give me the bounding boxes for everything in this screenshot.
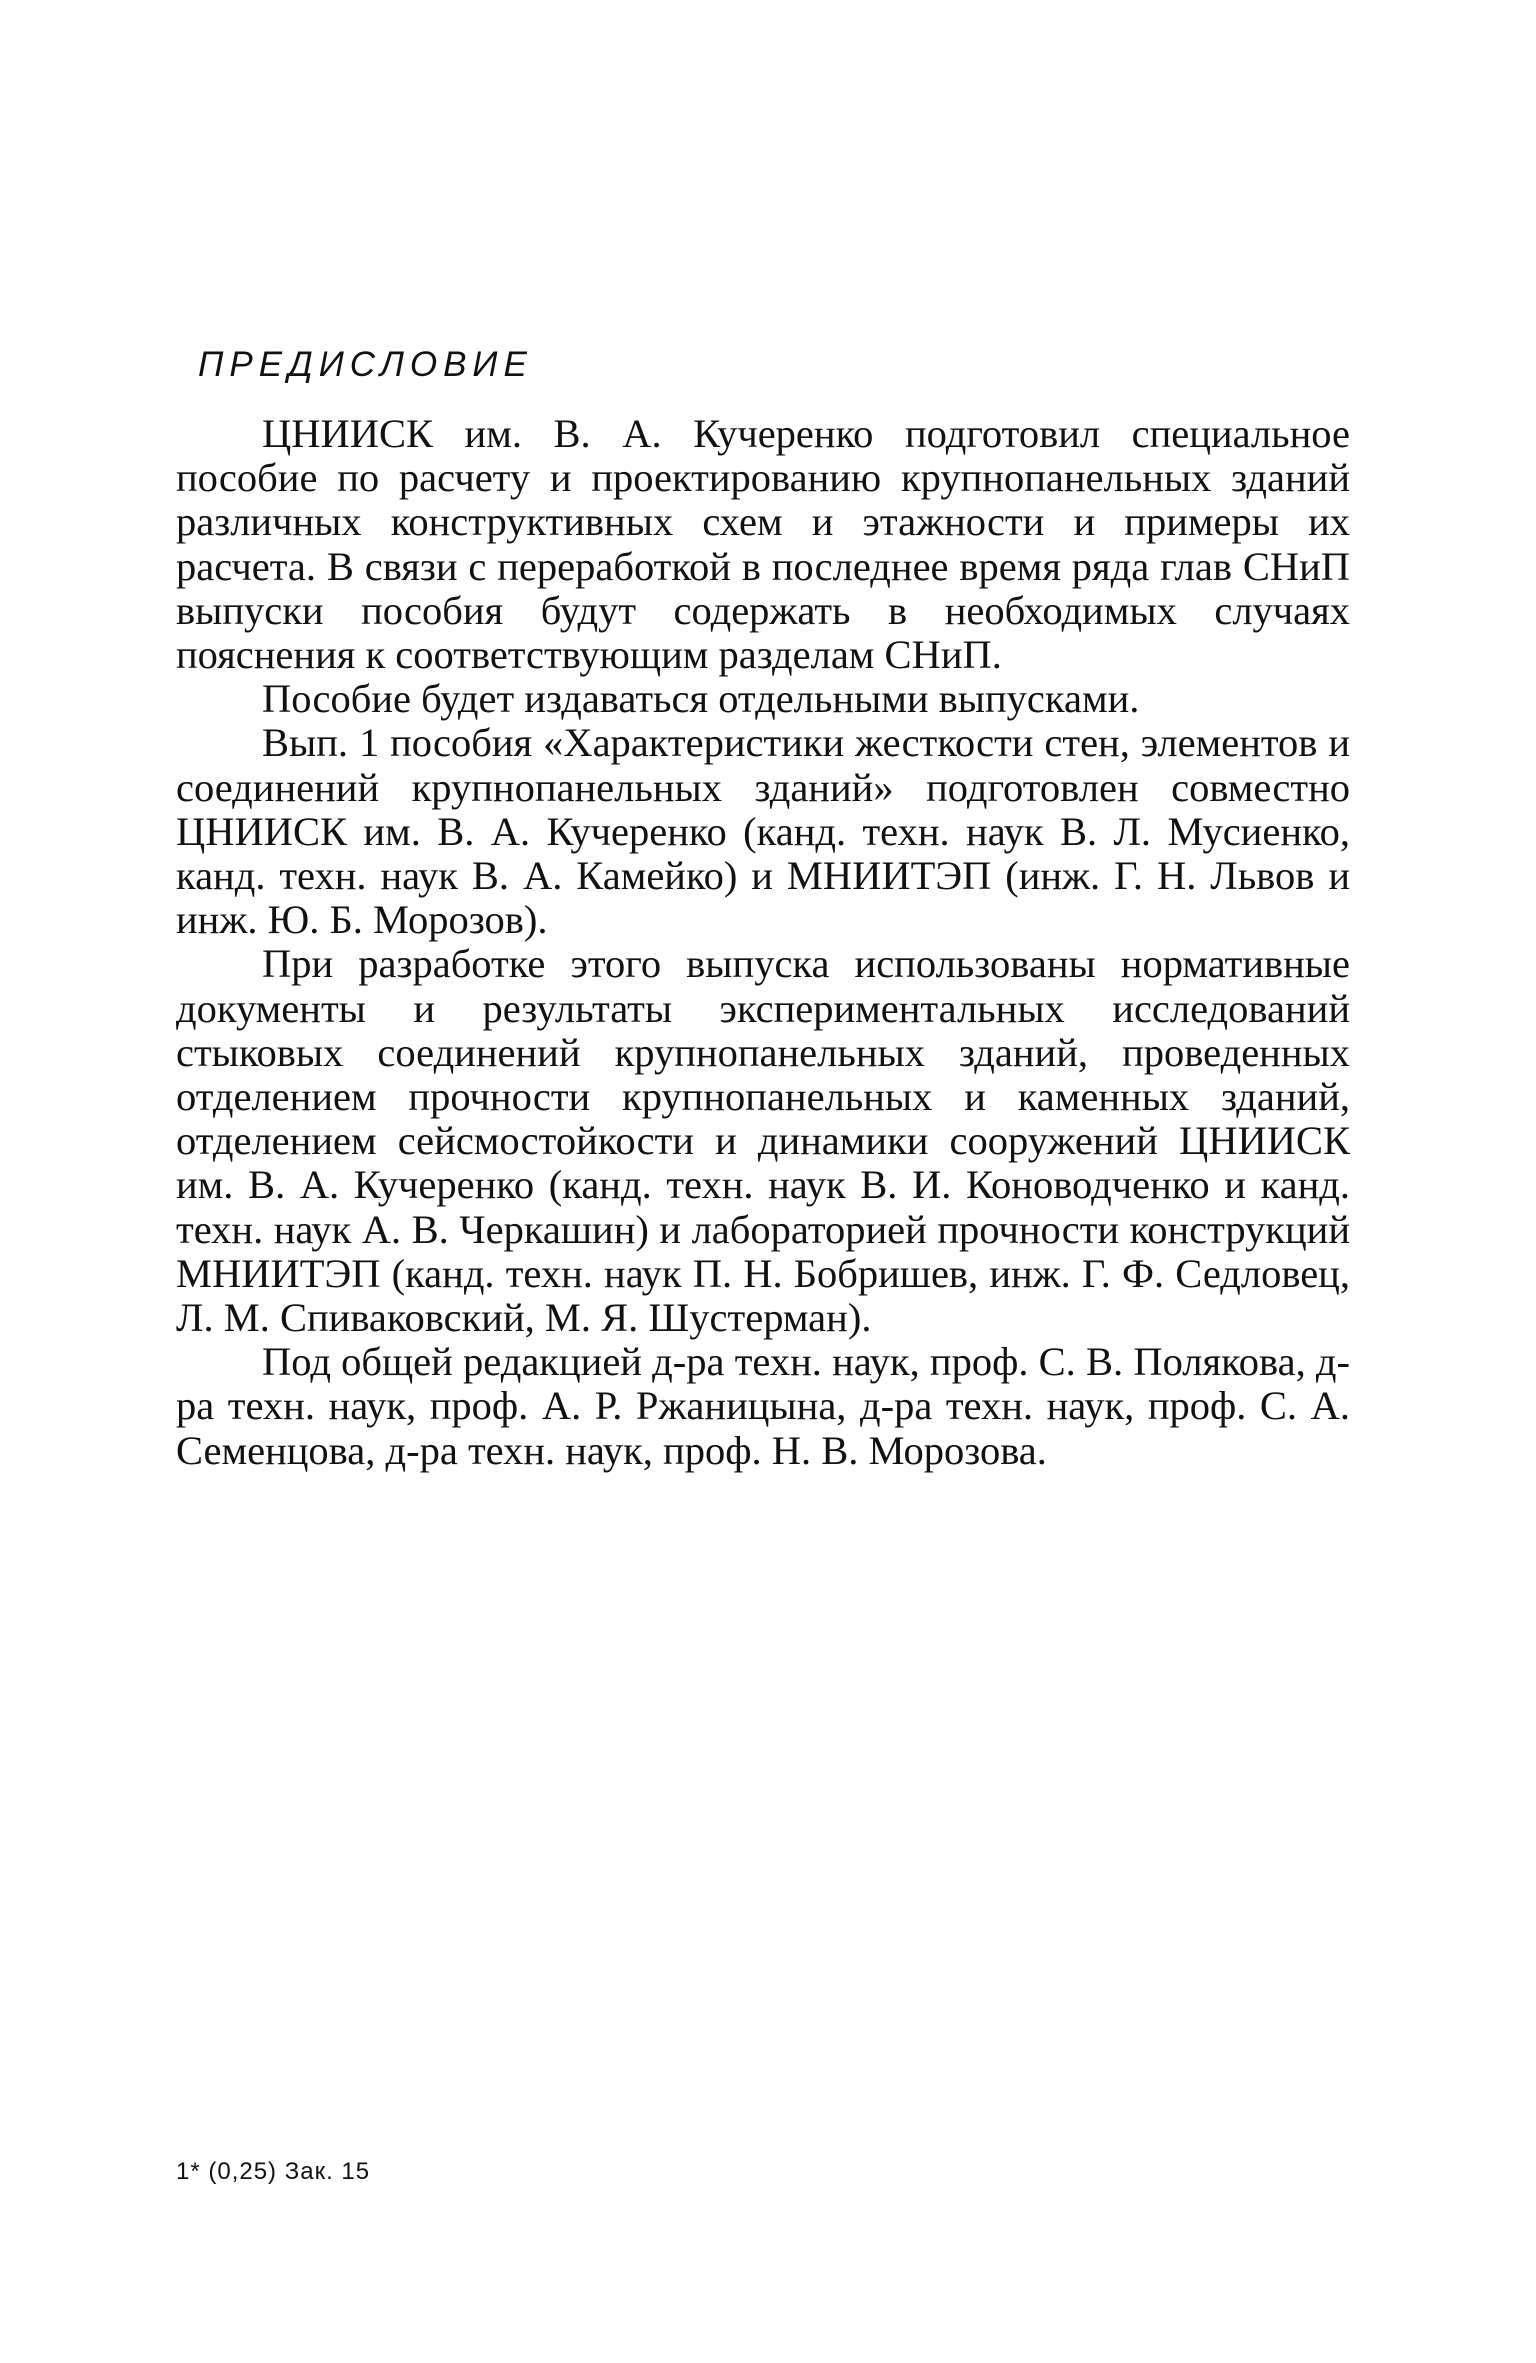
paragraph-issues: Пособие будет издаваться отдельными выпусками. bbox=[262, 676, 1140, 722]
paragraph-issue-one: Вып. 1 пособия «Характеристики жесткости стен, элементов и соединений крупнопанельных зданий» подготовлен совместно ЦНИИСК им. В. А. Кучеренко (канд. техн. наук В. Л. Мусиенко, канд. техн. наук В. А. Камейко) и МНИИТЭП (инж. Г. Н. Львов и инж. Ю. Б. Морозов). bbox=[176, 720, 1350, 943]
preface-body bbox=[176, 412, 1350, 1473]
page-title: ПРЕДИСЛОВИЕ bbox=[198, 345, 533, 384]
paragraph-intro: ЦНИИСК им. В. А. Кучеренко подготовил специальное пособие по расчету и проектированию крупнопанельных зданий различных конструктивных схем и этажности и примеры их расчета. В связи с переработкой в последнее время ряда глав СНиП выпуски пособия будут содержать в необходимых случаях пояснения к соответствующим разделам СНиП. bbox=[176, 411, 1350, 678]
paragraph-research: При разработке этого выпуска использованы нормативные документы и результаты экспериментальных исследований стыковых соединений крупнопанельных зданий, проведенных отделением прочности крупнопанельных и каменных зданий, отделением сейсмостойкости и динамики сооружений ЦНИИСК им. В. А. Кучеренко (канд. техн. наук В. И. Коноводченко и канд. техн. наук А. В. Черкашин) и лабораторией прочности конструкций МНИИТЭП (канд. техн. наук П. Н. Бобришев, инж. Г. Ф. Седловец, Л. М. Спиваковский, М. Я. Шустерман). bbox=[176, 941, 1350, 1341]
paragraph-editors: Под общей редакцией д-ра техн. наук, проф. С. В. Полякова, д-ра техн. наук, проф. А. Р. Ржаницына, д-ра техн. наук, проф. С. А. Семенцова, д-ра техн. наук, проф. Н. В. Морозова. bbox=[176, 1339, 1350, 1473]
print-signature-footer: 1* (0,25) Зак. 15 bbox=[176, 2158, 371, 2185]
